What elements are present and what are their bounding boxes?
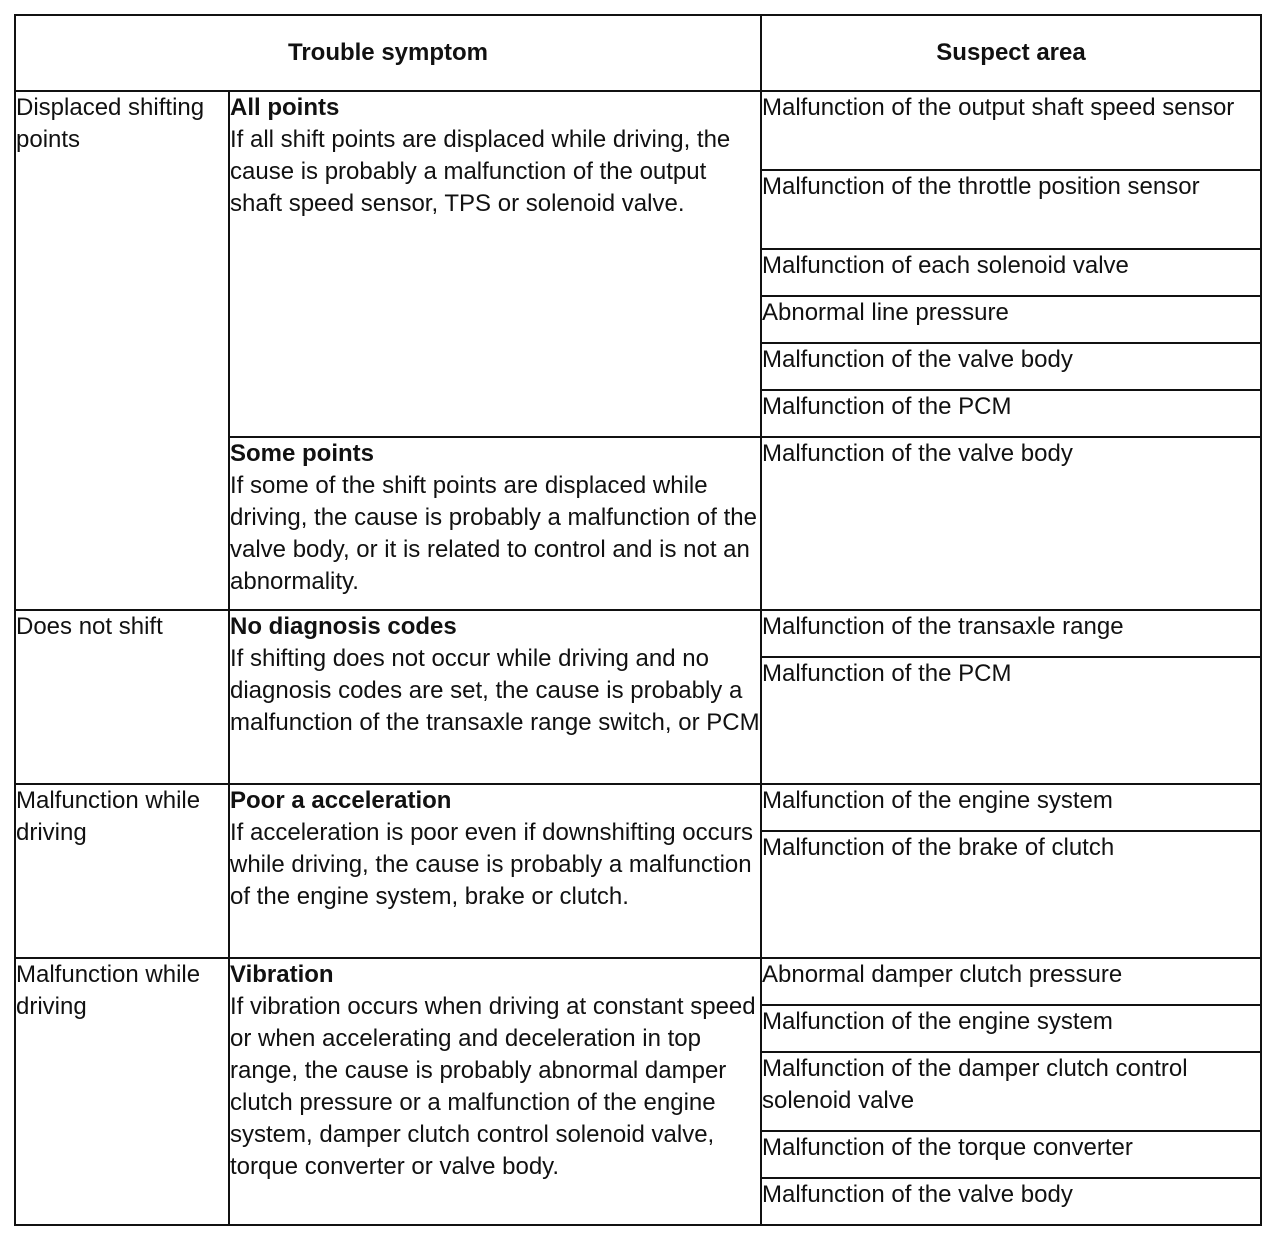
symptom-title: Poor a acceleration [230, 787, 452, 814]
suspect-area-cell: Malfunction of the PCM [761, 657, 1261, 784]
table-row [15, 784, 1261, 831]
category-cell: Displaced shifting points [15, 91, 229, 610]
symptom-description: If all shift points are displaced while driving, the cause is probably a malfunction of the output shaft speed sensor, TPS or solenoid valve. [230, 126, 731, 217]
symptom-description: If vibration occurs when driving at constant speed or when accelerating and deceleration in top range, the cause is probably abnormal damper clutch pressure or a malfunction of the engine system, damper clutch control solenoid valve, torque converter or valve body. [230, 993, 756, 1180]
suspect-area-cell: Malfunction of the valve body [761, 1178, 1261, 1225]
suspect-area-cell: Abnormal damper clutch pressure [761, 958, 1261, 1005]
symptom-title: Vibration [230, 961, 334, 988]
symptom-cell [229, 610, 761, 784]
symptom-title: Some points [230, 440, 375, 467]
symptom-description: If some of the shift points are displaced while driving, the cause is probably a malfunction of the valve body, or it is related to control and is not an abnormality. [230, 472, 757, 595]
suspect-area-cell: Malfunction of the PCM [761, 390, 1261, 437]
suspect-area-cell: Malfunction of the engine system [761, 784, 1261, 831]
trouble-symptom-table [14, 14, 1262, 1226]
header-trouble-symptom: Trouble symptom [15, 15, 761, 91]
suspect-area-cell: Abnormal line pressure [761, 296, 1261, 343]
header-row [15, 15, 1261, 91]
category-cell: Does not shift [15, 610, 229, 784]
symptom-title: No diagnosis codes [230, 613, 457, 640]
symptom-cell [229, 784, 761, 958]
suspect-area-cell: Malfunction of the transaxle range [761, 610, 1261, 657]
suspect-area-cell: Malfunction of the valve body [761, 343, 1261, 390]
table-body [15, 91, 1261, 1225]
suspect-area-cell: Malfunction of the output shaft speed sensor [761, 91, 1261, 170]
table-row [15, 610, 1261, 657]
table-row [15, 91, 1261, 170]
category-cell: Malfunction while driving [15, 784, 229, 958]
symptom-cell [229, 91, 761, 437]
symptom-cell [229, 437, 761, 610]
symptom-title: All points [230, 94, 340, 121]
symptom-description: If acceleration is poor even if downshifting occurs while driving, the cause is probably a malfunction of the engine system, brake or clutch. [230, 819, 753, 910]
table-row [15, 958, 1261, 1005]
suspect-area-cell: Malfunction of the throttle position sensor [761, 170, 1261, 249]
symptom-description: If shifting does not occur while driving and no diagnosis codes are set, the cause is probably a malfunction of the transaxle range switch, or PCM [230, 645, 760, 736]
suspect-area-cell: Malfunction of the damper clutch control solenoid valve [761, 1052, 1261, 1131]
suspect-area-cell: Malfunction of the valve body [761, 437, 1261, 610]
suspect-area-cell: Malfunction of each solenoid valve [761, 249, 1261, 296]
suspect-area-cell: Malfunction of the brake of clutch [761, 831, 1261, 958]
symptom-cell [229, 958, 761, 1225]
category-cell: Malfunction while driving [15, 958, 229, 1225]
suspect-area-cell: Malfunction of the engine system [761, 1005, 1261, 1052]
suspect-area-cell: Malfunction of the torque converter [761, 1131, 1261, 1178]
header-suspect-area: Suspect area [761, 15, 1261, 91]
